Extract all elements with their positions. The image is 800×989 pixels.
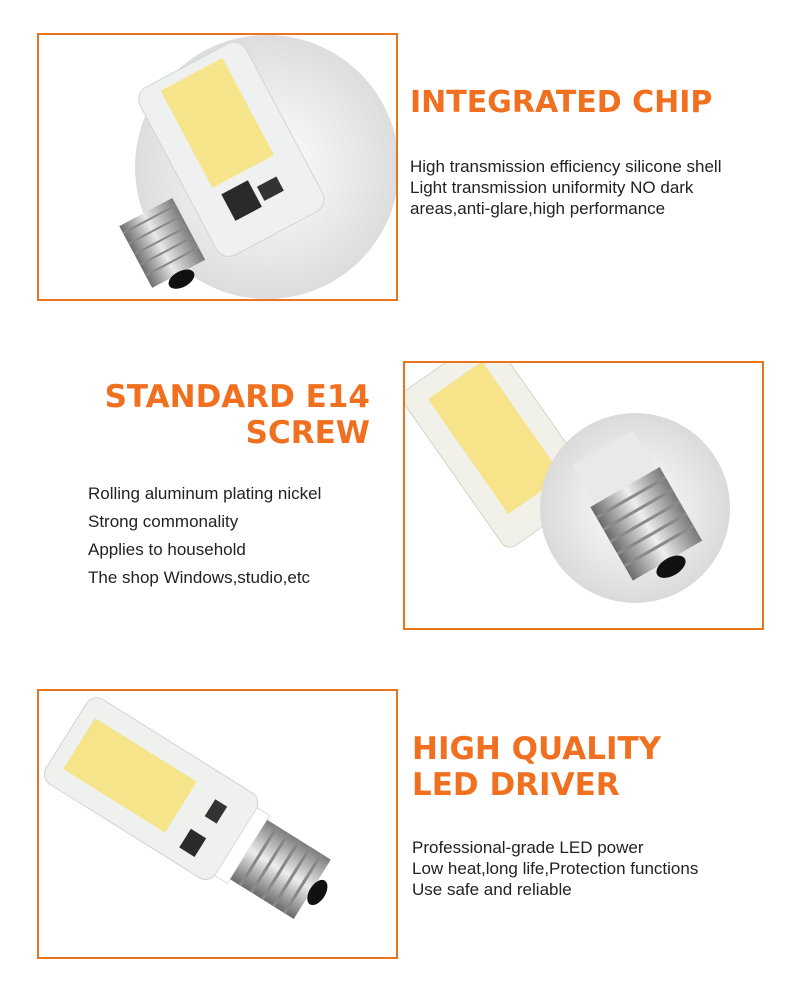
integrated-chip-title: INTEGRATED CHIP [410, 85, 713, 120]
bulb-side-image [39, 691, 396, 957]
led-driver-description [412, 837, 698, 900]
standard-e14-description [88, 480, 321, 592]
title-line: SCREW [245, 414, 370, 451]
description-line: Applies to household [88, 540, 246, 559]
title-line: HIGH QUALITY [412, 731, 662, 767]
description-line: The shop Windows,studio,etc [88, 568, 311, 587]
driver-image-frame [37, 689, 398, 959]
description-line: Strong commonality [88, 512, 239, 531]
bulb-closeup-image [39, 35, 396, 299]
integrated-chip-description [410, 156, 722, 219]
description-line: Rolling aluminum plating nickel [88, 484, 322, 503]
title-line: LED DRIVER [412, 766, 620, 803]
title-line: STANDARD E14 [104, 379, 370, 415]
screw-image-frame [403, 361, 764, 630]
description-line: High transmission efficiency silicone shell [410, 157, 722, 176]
description-line: Light transmission uniformity NO dark [410, 178, 694, 197]
description-line: Use safe and reliable [412, 880, 572, 899]
screw-closeup-image [405, 363, 762, 628]
description-line: areas,anti-glare,high performance [410, 199, 666, 218]
description-line: Professional-grade LED power [412, 838, 644, 857]
standard-e14-title [105, 380, 370, 451]
chip-image-frame [37, 33, 398, 301]
led-driver-title [412, 732, 661, 803]
description-line: Low heat,long life,Protection functions [412, 859, 699, 878]
